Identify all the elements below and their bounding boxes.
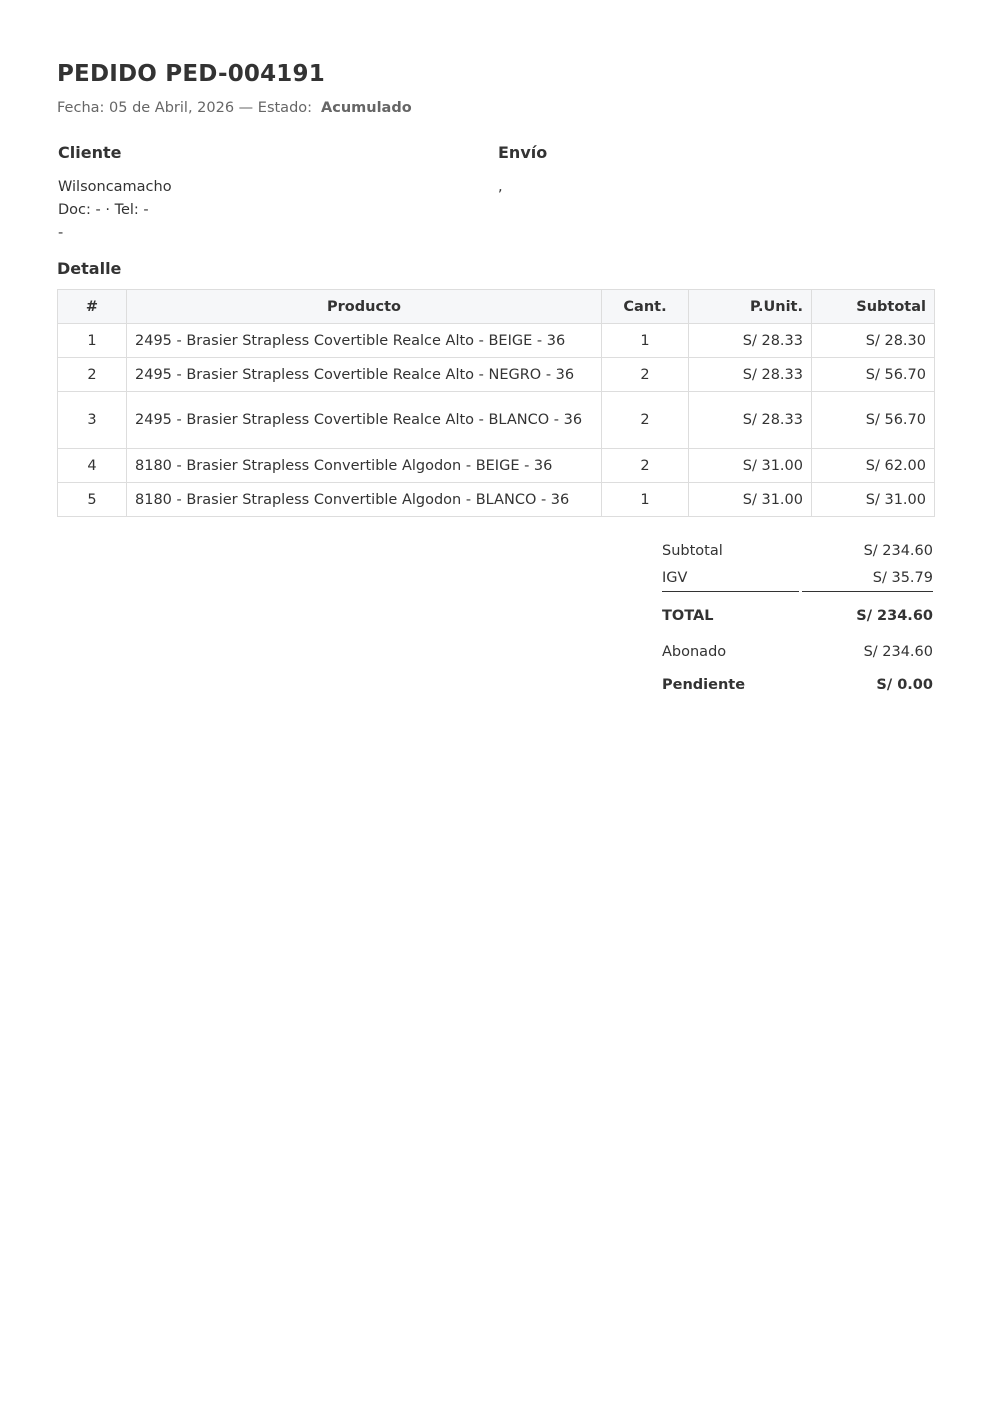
row-qty: 1 bbox=[602, 483, 689, 517]
table-row bbox=[58, 449, 935, 483]
igv-label: IGV bbox=[662, 570, 799, 592]
client-block bbox=[58, 143, 458, 245]
page-title: PEDIDO PED-004191 bbox=[57, 61, 325, 87]
subtotal-row bbox=[662, 538, 933, 563]
abonado-row bbox=[662, 641, 933, 663]
row-subtotal: S/ 28.30 bbox=[812, 324, 935, 358]
pendiente-row bbox=[662, 674, 933, 696]
order-date: Fecha: 05 de Abril, 2026 — Estado: bbox=[57, 100, 313, 116]
row-number: 4 bbox=[58, 449, 127, 483]
row-subtotal: S/ 31.00 bbox=[812, 483, 935, 517]
row-unit-price: S/ 28.33 bbox=[689, 324, 812, 358]
table-header-row bbox=[58, 290, 935, 324]
subtotal-label: Subtotal bbox=[662, 542, 723, 559]
detail-title: Detalle bbox=[57, 259, 122, 278]
table-row bbox=[58, 483, 935, 517]
row-product: 8180 - Brasier Strapless Convertible Algodon - BEIGE - 36 bbox=[127, 449, 602, 483]
table-row bbox=[58, 358, 935, 392]
row-subtotal: S/ 56.70 bbox=[812, 392, 935, 449]
subtotal-value: S/ 234.60 bbox=[863, 542, 933, 559]
row-unit-price: S/ 31.00 bbox=[689, 483, 812, 517]
total-value: S/ 234.60 bbox=[856, 608, 933, 624]
abonado-label: Abonado bbox=[662, 644, 727, 660]
row-unit-price: S/ 28.33 bbox=[689, 392, 812, 449]
row-number: 2 bbox=[58, 358, 127, 392]
igv-row bbox=[662, 567, 933, 594]
pendiente-label: Pendiente bbox=[662, 677, 746, 693]
table-row bbox=[58, 324, 935, 358]
row-subtotal: S/ 62.00 bbox=[812, 449, 935, 483]
total-label: TOTAL bbox=[662, 608, 714, 624]
row-product: 2495 - Brasier Strapless Covertible Realce Alto - NEGRO - 36 bbox=[127, 358, 602, 392]
pendiente-value: S/ 0.00 bbox=[876, 677, 933, 693]
row-product: 2495 - Brasier Strapless Covertible Realce Alto - BLANCO - 36 bbox=[127, 392, 602, 449]
totals-block bbox=[662, 538, 933, 696]
row-qty: 2 bbox=[602, 392, 689, 449]
client-name: Wilsoncamacho bbox=[58, 179, 172, 195]
shipping-block bbox=[498, 143, 898, 199]
row-qty: 2 bbox=[602, 449, 689, 483]
row-qty: 2 bbox=[602, 358, 689, 392]
detail-table bbox=[57, 289, 935, 517]
total-row bbox=[662, 605, 933, 627]
row-number: 1 bbox=[58, 324, 127, 358]
col-header-qty: Cant. bbox=[602, 290, 689, 324]
igv-value: S/ 35.79 bbox=[802, 570, 933, 592]
col-header-unit-price: P.Unit. bbox=[689, 290, 812, 324]
row-number: 5 bbox=[58, 483, 127, 517]
client-doc: Doc: - · Tel: - bbox=[58, 202, 149, 218]
col-header-number: # bbox=[58, 290, 127, 324]
row-product: 2495 - Brasier Strapless Covertible Realce Alto - BEIGE - 36 bbox=[127, 324, 602, 358]
client-title: Cliente bbox=[58, 143, 122, 162]
row-product: 8180 - Brasier Strapless Convertible Algodon - BLANCO - 36 bbox=[127, 483, 602, 517]
shipping-address: , bbox=[498, 179, 503, 195]
row-unit-price: S/ 28.33 bbox=[689, 358, 812, 392]
order-meta bbox=[57, 100, 412, 116]
table-row bbox=[58, 392, 935, 449]
client-extra: - bbox=[58, 225, 64, 241]
col-header-subtotal: Subtotal bbox=[812, 290, 935, 324]
col-header-product: Producto bbox=[127, 290, 602, 324]
row-subtotal: S/ 56.70 bbox=[812, 358, 935, 392]
shipping-title: Envío bbox=[498, 143, 548, 162]
abonado-value: S/ 234.60 bbox=[863, 644, 933, 660]
status-badge: Acumulado bbox=[321, 100, 412, 116]
row-unit-price: S/ 31.00 bbox=[689, 449, 812, 483]
row-qty: 1 bbox=[602, 324, 689, 358]
row-number: 3 bbox=[58, 392, 127, 449]
